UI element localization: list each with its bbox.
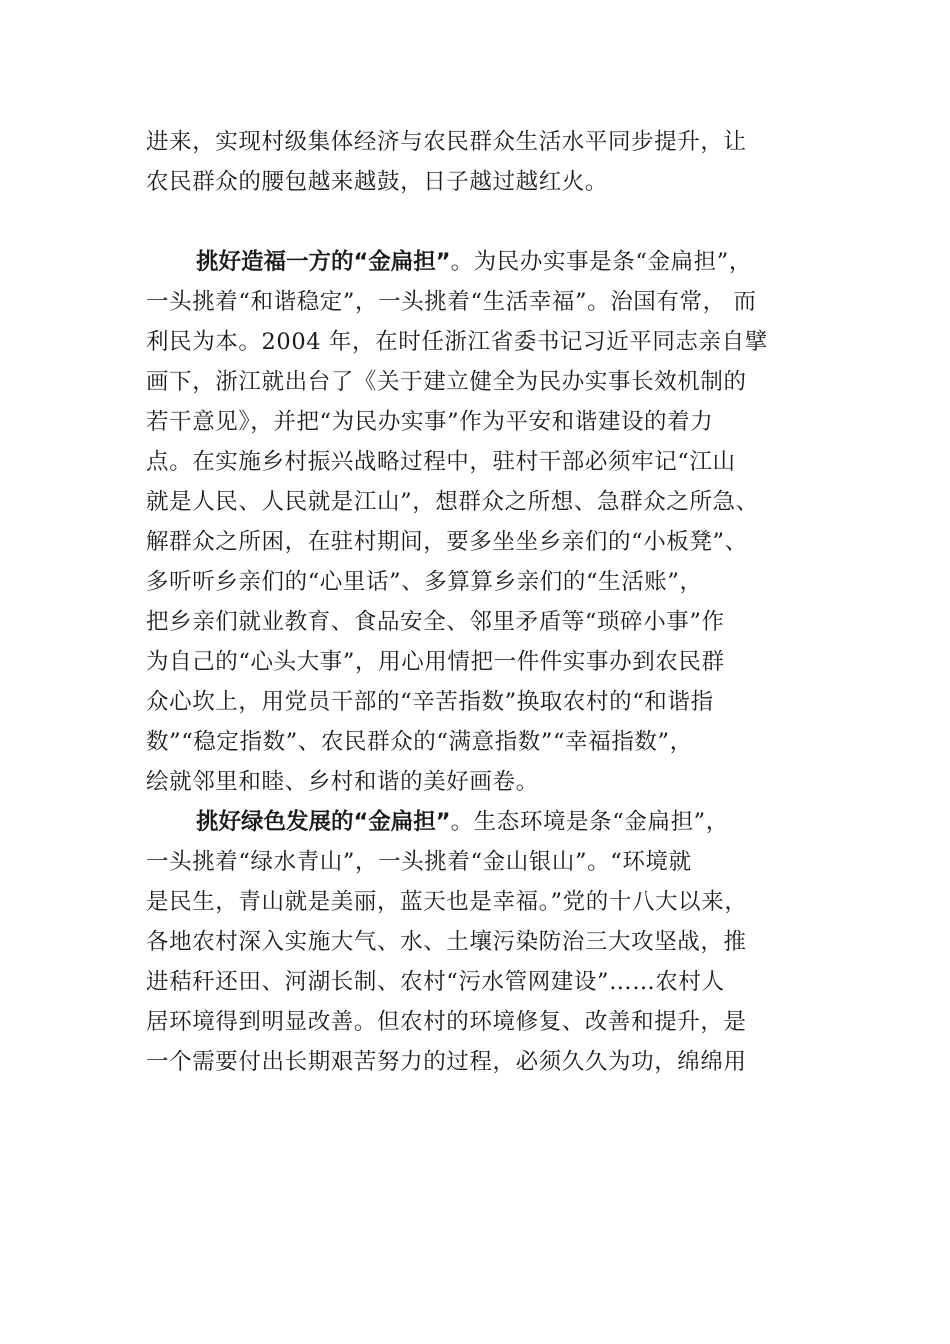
body-line: 利民为本。2004 年，在时任浙江省委书记习近平同志亲自擘 — [146, 329, 768, 355]
body-line: 一个需要付出长期艰苦努力的过程，必须久久为功，绵绵用 — [146, 1049, 747, 1075]
body-line: 若干意见》，并把“为民办实事”作为平安和谐建设的着力 — [146, 409, 714, 435]
body-line: 进来，实现村级集体经济与农民群众生活水平同步提升，让 — [146, 129, 747, 155]
body-line: 是民生，青山就是美丽，蓝天也是幸福。”党的十八大以来， — [146, 889, 748, 915]
body-line: 绘就邻里和睦、乡村和谐的美好画卷。 — [146, 769, 539, 795]
body-line: 多听听乡亲们的“心里话”、多算算乡亲们的“生活账”， — [146, 569, 703, 595]
section-heading: 挑好造福一方的“金扁担” — [196, 249, 451, 275]
body-text: 。为民办实事是条“金扁担”， — [450, 249, 752, 275]
body-line: 画下，浙江就出台了《关于建立健全为民办实事长效机制的 — [146, 369, 747, 395]
body-line: 进秸秆还田、河湖长制、农村“污水管网建设”……农村人 — [146, 969, 725, 995]
body-line: 数”“稳定指数”、农民群众的“满意指数”“幸福指数”， — [146, 729, 693, 755]
body-line: 农民群众的腰包越来越鼓，日子越过越红火。 — [146, 169, 609, 195]
body-line: 点。在实施乡村振兴战略过程中，驻村干部必须牢记“江山 — [146, 449, 736, 475]
body-line: 把乡亲们就业教育、食品安全、邻里矛盾等“琐碎小事”作 — [146, 609, 725, 635]
section-heading: 挑好绿色发展的“金扁担” — [196, 809, 451, 835]
body-line: 一头挑着“绿水青山”，一头挑着“金山银山”。“环境就 — [146, 849, 692, 875]
section-first-line — [196, 242, 876, 282]
body-line: 解群众之所困，在驻村期间，要多坐坐乡亲们的“小板凳”、 — [146, 529, 748, 555]
body-line: 各地农村深入实施大气、水、土壤污染防治三大攻坚战，推 — [146, 929, 747, 955]
body-line: 居环境得到明显改善。但农村的环境修复、改善和提升，是 — [146, 1009, 747, 1035]
body-line: 为自己的“心头大事”，用心用情把一件件实事办到农民群 — [146, 649, 725, 675]
body-line: 众心坎上，用党员干部的“辛苦指数”换取农村的“和谐指 — [146, 689, 714, 715]
body-line: 一头挑着“和谐稳定”，一头挑着“生活幸福”。治国有常， 而 — [146, 289, 757, 315]
body-line: 就是人民、人民就是江山”，想群众之所想、急群众之所急、 — [146, 489, 759, 515]
body-text: 。生态环境是条“金扁担”， — [450, 809, 729, 835]
section-first-line — [196, 802, 876, 842]
